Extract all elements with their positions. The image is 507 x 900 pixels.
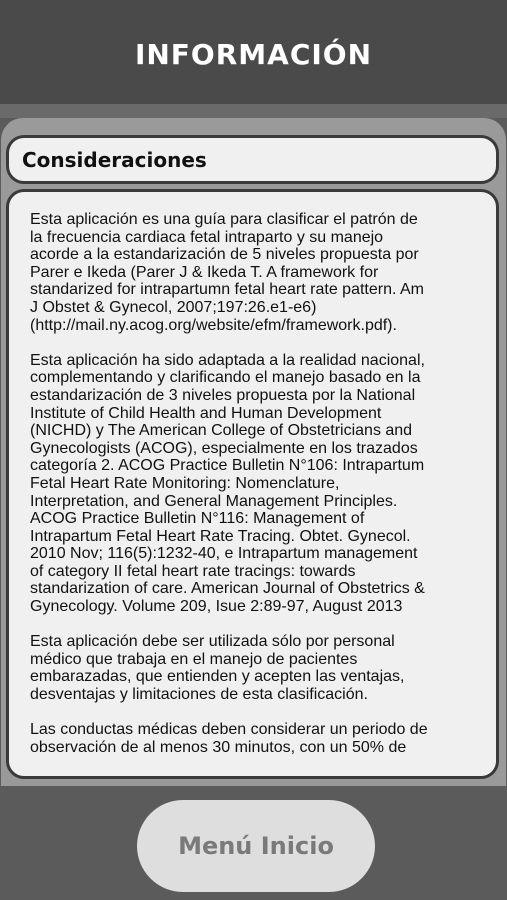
page-title: INFORMACIÓN [134, 37, 373, 71]
paragraph-2: Esta aplicación ha sido adaptada a la realidad nacional, complementando y clarificando el manejo basado en la estandarización de 3 niveles propuesta por la National Institute of Child Health and Human Development (NICHD) y The American College of Obstetricians and Gynecologists (ACOG), especialmente en los trazados categoría 2. ACOG Practice Bulletin N°106: Intrapartum Fetal Heart Rate Monitoring: Nomenclature, Interpretation, and General Management Principles. ACOG Practice Bulletin N°116: Management of Intrapartum Fetal Heart Rate Tracing. Obtet. Gynecol. 2010 Nov; 116(5):1232-40, e Intrapartum management of category II fetal heart rate tracings: towards standarization of care. American Journal of Obstetrics & Gynecology. Volume 209, Isue 2:89-97, August 2013 [30, 351, 425, 616]
section-header [6, 135, 499, 184]
scrollable-text-area[interactable] [6, 189, 499, 779]
main-menu-button[interactable] [137, 800, 375, 892]
paragraph-1: Esta aplicación es una guía para clasificar el patrón de la frecuencia cardiaca fetal intraparto y su manejo acorde a la estandarización de 5 niveles propuesta por Parer e Ikeda (Parer J & Ikeda T. A framework for standarized for intrapartumn fetal heart rate pattern. Am J Obstet & Gynecol, 2007;197:26.e1-e6) (http://mail.ny.acog.org/website/efm/framework.pdf). [30, 211, 424, 334]
title-bar [0, 0, 507, 104]
paragraph-4: Las conductas médicas deben considerar un periodo de observación de al menos 30 minutos, con un 50% de [30, 721, 428, 756]
header-divider [0, 104, 507, 118]
section-title: Consideraciones [22, 148, 207, 172]
paragraph-3: Esta aplicación debe ser utilizada sólo por personal médico que trabaja en el manejo de pacientes embarazadas, que entienden y acepten las ventajas, desventajas y limitaciones de esta clasificación. [30, 633, 405, 704]
main-menu-button-label: Menú Inicio [178, 832, 334, 860]
info-text [30, 211, 485, 759]
